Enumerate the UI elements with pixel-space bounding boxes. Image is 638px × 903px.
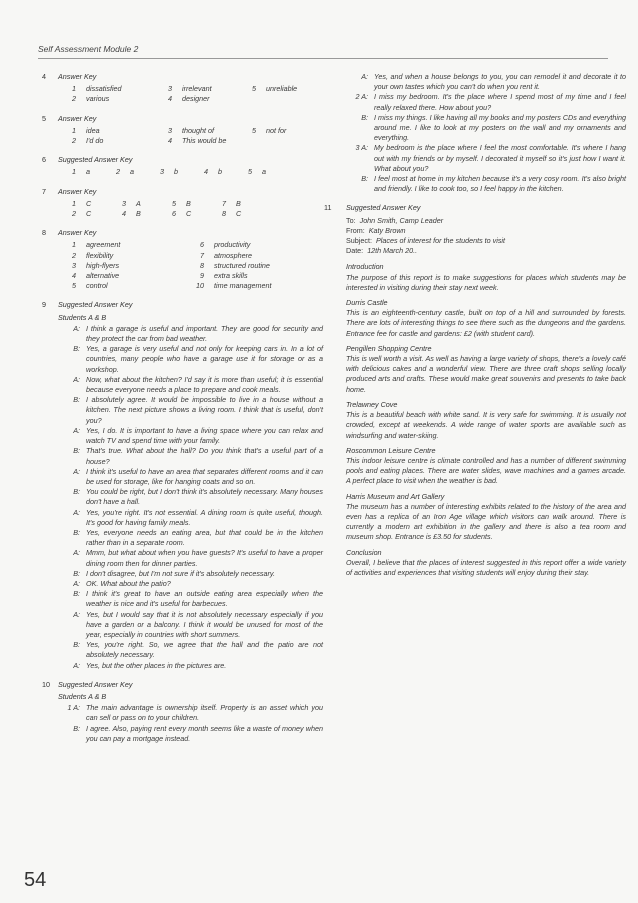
section-7 xyxy=(42,186,323,220)
answer-item xyxy=(108,199,158,209)
speech-text: Mmm, but what about when you have guests? It's useful to have a proper dining room then for dinner parties. xyxy=(86,548,323,568)
item-answer: high-flyers xyxy=(86,260,120,270)
speaker-label: B: xyxy=(361,174,368,184)
dialogue-line xyxy=(58,324,323,344)
item-answer: b xyxy=(218,167,222,177)
speech-text: OK. What about the patio? xyxy=(86,578,171,588)
speaker-label: A: xyxy=(73,578,80,588)
speaker-label: A: xyxy=(73,374,80,384)
section-6 xyxy=(42,155,323,177)
report-body xyxy=(346,262,626,578)
item-answer: I'd do xyxy=(86,136,104,146)
item-answer: various xyxy=(86,94,110,104)
answer-item xyxy=(154,84,238,94)
speech-text: Yes, and when a house belongs to you, you can remodel it and decorate it to your own tastes which you can't do when you rent it. xyxy=(374,72,626,92)
speech-text: My bedroom is the place where I feel the most comfortable. It's where I hang out with my friends or by myself. I decorated it myself so it's just how I want it. What about you? xyxy=(374,143,626,173)
item-answer: a xyxy=(262,167,266,177)
item-number: 9 xyxy=(200,271,204,281)
speaker-label: A: xyxy=(73,548,80,558)
dialogue xyxy=(58,324,323,671)
speaker-label: A: xyxy=(73,507,80,517)
item-number: 4 xyxy=(168,136,172,146)
dialogue-line xyxy=(58,528,323,548)
dialogue xyxy=(58,703,323,744)
dialogue-line xyxy=(58,610,323,641)
item-number xyxy=(248,94,256,104)
dialogue-line xyxy=(58,487,323,507)
item-number: 6 xyxy=(172,209,176,219)
item-number: 2 xyxy=(72,136,76,146)
item-number: 2 xyxy=(116,167,120,177)
report-paragraph: This is a beautiful beach with white sand. It is very safe for swimming. It is usually not crowded, except at weekends. A wide range of water sports are available such as windsurfing and water-skiing. xyxy=(346,410,626,440)
memo-line xyxy=(346,216,626,226)
answer-item xyxy=(58,136,154,146)
memo-header xyxy=(346,216,626,257)
item-number: 3 xyxy=(122,198,126,208)
report-paragraph: The museum has a number of interesting exhibits related to the history of the area and even has a replica of an Iron Age village which visitors can walk around. There is currently a modern art exhibition in the gallery and there is also a tea room and museum shop. Entrance is £3.50 for students. xyxy=(346,501,626,542)
report-heading: Roscommon Leisure Centre xyxy=(346,445,436,455)
report-paragraph: This indoor leisure centre is climate controlled and has a number of different swimming pools and eating places. There are water slides, wave machines and a games arcade. A perfect place to visit when the weather is bad. xyxy=(346,455,626,486)
item-answer: This would be xyxy=(182,136,227,146)
memo-value: 12th March 20.. xyxy=(367,246,418,256)
item-number: 1 xyxy=(72,125,76,135)
speech-text: I miss my things. I like having all my books and my posters CDs and everything around me. I like to look at my posters on the wall and my ornaments and everything. xyxy=(374,112,626,143)
answer-item xyxy=(208,209,258,219)
section-title: Answer Key xyxy=(58,113,97,123)
dialogue-continued xyxy=(346,72,626,194)
item-answer: thought of xyxy=(182,125,214,135)
answer-grid xyxy=(58,199,323,219)
speaker-label: A: xyxy=(73,660,80,670)
speech-text: I miss my bedroom. It's the place where I spend most of my time and I feel really relaxed there. How about you? xyxy=(374,92,626,112)
report-heading: Trelawney Cove xyxy=(346,399,398,409)
right-column xyxy=(324,72,626,587)
dialogue-line xyxy=(58,569,323,579)
memo-key: Subject: xyxy=(346,236,372,246)
dialogue-line xyxy=(58,344,323,375)
section-number: 6 xyxy=(42,155,46,165)
item-answer: atmosphere xyxy=(214,250,252,260)
report-heading: Conclusion xyxy=(346,547,382,557)
answer-item xyxy=(58,240,186,250)
speaker-label: A: xyxy=(361,72,368,81)
section-number: 11 xyxy=(324,203,332,213)
item-number: 1 xyxy=(72,240,76,250)
speech-text: You could be right, but I don't think it's absolutely necessary. Many houses don't have a hall. xyxy=(86,487,323,507)
item-number: 5 xyxy=(172,198,176,208)
speaker-label: A: xyxy=(73,323,80,333)
report-paragraph: Overall, I believe that the places of interest suggested in this report offer a wide variety of activities and experiences that visiting students will enjoy during their stay. xyxy=(346,557,626,577)
section-title: Answer Key xyxy=(58,228,97,238)
answer-item xyxy=(186,271,316,281)
item-answer: agreement xyxy=(86,240,121,250)
answer-item xyxy=(58,271,186,281)
item-number: 3 xyxy=(168,84,172,94)
item-number: 8 xyxy=(222,209,226,219)
answer-grid xyxy=(58,84,323,104)
dialogue-line xyxy=(58,724,323,744)
answer-item xyxy=(158,199,208,209)
speech-text: The main advantage is ownership itself. Property is an asset which you can sell or pass on to your children. xyxy=(86,703,323,723)
speaker-label: A: xyxy=(73,609,80,619)
speech-text: I don't disagree, but I'm not sure if it's absolutely necessary. xyxy=(86,568,275,578)
item-number: 1 xyxy=(72,198,76,208)
speech-text: Yes, everyone needs an eating area, but that could be in the kitchen rather than in a separate room. xyxy=(86,527,323,548)
speech-text: Yes, but I would say that it is not absolutely necessary especially if you have a garden or a balcony. I think it would be unused for most of the year, especially in countries with short summers. xyxy=(86,609,323,639)
answer-item xyxy=(190,167,234,177)
section-title: Suggested Answer Key xyxy=(58,300,133,310)
item-number: 3 xyxy=(160,167,164,177)
speech-text: I absolutely agree. It would be impossible to live in a house without a kitchen. The next picture shows a living room. I think that is useful, don't you? xyxy=(86,395,323,425)
memo-value: Katy Brown xyxy=(368,225,406,235)
speaker-label: 1 A: xyxy=(67,703,80,713)
section-title: Suggested Answer Key xyxy=(58,679,133,689)
answer-item xyxy=(154,136,238,146)
item-answer: flexibility xyxy=(86,250,114,260)
item-answer: B xyxy=(236,198,241,208)
item-number: 4 xyxy=(122,209,126,219)
item-answer: extra skills xyxy=(214,271,248,281)
section-number: 4 xyxy=(42,72,46,81)
answer-item xyxy=(58,126,154,136)
students-label: Students A & B xyxy=(58,691,107,701)
item-number: 1 xyxy=(72,167,76,177)
report-heading: Introduction xyxy=(346,262,384,272)
item-answer: C xyxy=(86,209,92,219)
item-number: 10 xyxy=(196,281,204,291)
speech-text: I think it's useful to have an area that separates different rooms and it can be used for storage, like for hanging coats and so on. xyxy=(86,466,323,486)
report-heading: Durris Castle xyxy=(346,298,388,308)
item-answer: productivity xyxy=(214,240,251,250)
memo-key: From: xyxy=(346,225,365,235)
dialogue-line xyxy=(58,703,323,723)
report-heading: Harris Museum and Art Gallery xyxy=(346,491,445,501)
section-number: 5 xyxy=(42,113,46,123)
memo-key: To: xyxy=(346,215,356,225)
section-9 xyxy=(42,300,323,670)
item-number xyxy=(248,136,256,146)
speech-text: Now, what about the kitchen? I'd say it is more than useful; it is essential because everyone needs a place to prepare and cook meals. xyxy=(86,374,323,395)
speech-text: I think it's great to have an outside eating area especially when the weather is nice and it's useful for barbecues. xyxy=(86,589,323,609)
memo-value: Places of interest for the students to visit xyxy=(375,236,506,246)
item-number: 7 xyxy=(222,198,226,208)
dialogue-line xyxy=(346,174,626,194)
answer-grid xyxy=(58,126,323,146)
answer-item xyxy=(58,167,102,177)
speaker-label: 3 A: xyxy=(355,143,368,153)
answer-item xyxy=(208,199,258,209)
item-answer: idea xyxy=(86,125,100,135)
answer-item xyxy=(186,251,316,261)
item-answer: alternative xyxy=(86,271,120,281)
answer-item xyxy=(186,281,316,291)
dialogue-line xyxy=(58,426,323,446)
speaker-label: B: xyxy=(73,344,80,354)
dialogue-line xyxy=(58,661,323,671)
answer-item xyxy=(154,126,238,136)
item-number: 4 xyxy=(204,167,208,177)
section-10 xyxy=(42,679,323,744)
item-number: 2 xyxy=(72,250,76,260)
speech-text: Yes, a garage is very useful and not only for keeping cars in. In a lot of countries, many people who have a garage use it for storage or as a workshop. xyxy=(86,344,323,374)
speaker-label: 2 A: xyxy=(355,92,368,102)
item-answer: C xyxy=(86,198,92,208)
item-answer: a xyxy=(86,167,90,177)
section-title: Answer Key xyxy=(58,186,97,196)
speaker-label: B: xyxy=(73,487,80,497)
dialogue-line xyxy=(346,143,626,174)
report-paragraph: This is an eighteenth-century castle, built on top of a hill and surrounded by forests. There are lots of interesting things to see there such as the dungeons and the gardens. Entrance fee for castle and gardens: £2 (with student card). xyxy=(346,308,626,338)
answer-item xyxy=(238,94,318,104)
speech-text: I feel most at home in my kitchen because it's a very cosy room. It's also bright and friendly. I like to cook too, so I feel happy in the kitchen. xyxy=(374,174,626,194)
speech-text: Yes, you're right. It's not essential. A dining room is quite useful, though. It's good for having family meals. xyxy=(86,507,323,527)
item-answer: A xyxy=(136,198,141,208)
speech-text: Yes, but the other places in the pictures are. xyxy=(86,660,227,670)
memo-line xyxy=(346,226,626,236)
item-number: 5 xyxy=(72,281,76,291)
speaker-label: B: xyxy=(73,640,80,650)
item-number: 6 xyxy=(200,240,204,250)
speaker-label: B: xyxy=(361,112,368,122)
item-answer: not for xyxy=(266,125,287,135)
section-number: 10 xyxy=(42,679,50,689)
dialogue-line xyxy=(58,589,323,609)
item-number: 2 xyxy=(72,209,76,219)
item-number: 3 xyxy=(72,260,76,270)
answer-item xyxy=(234,167,278,177)
answer-item xyxy=(58,261,186,271)
item-number: 4 xyxy=(168,94,172,104)
answer-item xyxy=(158,209,208,219)
speaker-label: B: xyxy=(73,527,80,537)
dialogue-line xyxy=(346,92,626,112)
item-answer: time management xyxy=(214,281,272,291)
item-number: 5 xyxy=(252,125,256,135)
item-answer: structured routine xyxy=(214,260,270,270)
item-number: 5 xyxy=(248,167,252,177)
answer-item xyxy=(238,136,318,146)
report-paragraph: This is well worth a visit. As well as having a large variety of shops, there's a lovely café with delicious cakes and a wonderful view. There are three craft shops selling locally produced arts and crafts. These would make great souvenirs and presents to take back home. xyxy=(346,354,626,394)
item-answer: B xyxy=(136,209,141,219)
speech-text: Yes, you're right. So, we agree that the hall and the patio are not absolutely necessary. xyxy=(86,640,323,660)
dialogue-line xyxy=(58,508,323,528)
speaker-label: B: xyxy=(73,568,80,578)
answer-grid xyxy=(58,167,323,177)
item-answer: irrelevant xyxy=(182,84,212,94)
item-answer: unreliable xyxy=(266,84,298,94)
dialogue-line xyxy=(58,579,323,589)
item-answer: control xyxy=(86,281,108,291)
speaker-label: B: xyxy=(73,446,80,456)
speaker-label: B: xyxy=(73,395,80,405)
dialogue-line xyxy=(58,375,323,395)
item-answer: B xyxy=(186,198,191,208)
speaker-label: A: xyxy=(73,425,80,435)
answer-item xyxy=(58,281,186,291)
dialogue-line xyxy=(58,395,323,426)
memo-line xyxy=(346,236,626,246)
page-number: 54 xyxy=(24,869,47,891)
item-answer: C xyxy=(236,209,242,219)
answer-item xyxy=(58,199,108,209)
answer-item xyxy=(186,261,316,271)
answer-grid xyxy=(58,240,323,291)
speech-text: That's true. What about the hall? Do you think that's a useful part of a house? xyxy=(86,446,323,466)
answer-item xyxy=(146,167,190,177)
item-answer: dissatisfied xyxy=(86,84,122,94)
answer-item xyxy=(154,94,238,104)
answer-item xyxy=(102,167,146,177)
section-number: 9 xyxy=(42,300,46,310)
speech-text: I agree. Also, paying rent every month seems like a waste of money when you can pay a mortgage instead. xyxy=(86,723,323,743)
answer-item xyxy=(238,126,318,136)
section-8 xyxy=(42,228,323,291)
dialogue-line xyxy=(58,446,323,466)
dialogue-line xyxy=(58,548,323,568)
item-number: 7 xyxy=(200,250,204,260)
speech-text: I think a garage is useful and important. They are good for security and they protect the car from bad weather. xyxy=(86,323,323,344)
memo-key: Date: xyxy=(346,246,364,256)
item-number: 2 xyxy=(72,94,76,104)
answer-item xyxy=(58,209,108,219)
answer-item xyxy=(238,84,318,94)
section-5 xyxy=(42,113,323,147)
running-header: Self Assessment Module 2 xyxy=(38,44,139,54)
dialogue-line xyxy=(346,72,626,92)
item-number: 8 xyxy=(200,260,204,270)
item-answer: a xyxy=(130,167,134,177)
dialogue xyxy=(346,72,626,194)
answer-item xyxy=(186,240,316,250)
memo-value: John Smith, Camp Leader xyxy=(359,215,444,225)
left-column xyxy=(42,72,323,753)
dialogue-line xyxy=(58,640,323,660)
section-title: Suggested Answer Key xyxy=(346,203,421,213)
item-answer: b xyxy=(174,167,178,177)
section-title: Suggested Answer Key xyxy=(58,155,133,165)
speaker-label: B: xyxy=(73,723,80,733)
students-label: Students A & B xyxy=(58,312,107,322)
section-title: Answer Key xyxy=(58,72,97,81)
dialogue-line xyxy=(58,467,323,487)
speaker-label: B: xyxy=(73,589,80,599)
answer-item xyxy=(58,84,154,94)
section-number: 8 xyxy=(42,228,46,238)
item-answer: C xyxy=(186,209,192,219)
item-number: 3 xyxy=(168,125,172,135)
section-number: 7 xyxy=(42,186,46,196)
section-11 xyxy=(324,203,626,578)
answer-item xyxy=(58,251,186,261)
section-4 xyxy=(42,72,323,105)
item-number: 4 xyxy=(72,271,76,281)
report-heading: Pengillen Shopping Centre xyxy=(346,343,432,353)
item-answer: designer xyxy=(182,94,210,104)
dialogue-line xyxy=(346,113,626,144)
memo-line xyxy=(346,246,626,256)
answer-item xyxy=(58,94,154,104)
answer-item xyxy=(108,209,158,219)
item-number: 5 xyxy=(252,84,256,94)
item-number: 1 xyxy=(72,84,76,94)
speech-text: Yes, I do. It is important to have a living space where you can relax and watch TV and spend time with your family. xyxy=(86,425,323,446)
header-rule xyxy=(38,58,608,59)
speaker-label: A: xyxy=(73,466,80,476)
report-paragraph: The purpose of this report is to make suggestions for places which students may be interested in visiting during their stay next week. xyxy=(346,272,626,292)
